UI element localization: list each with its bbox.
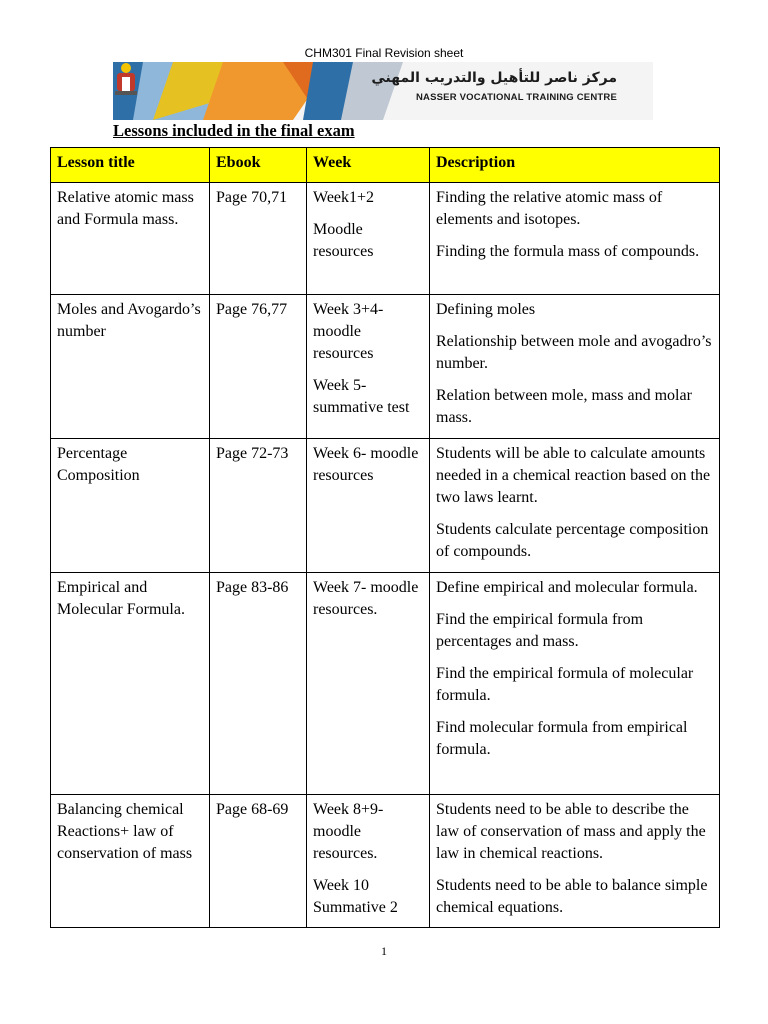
column-header-description: Description [430, 148, 720, 183]
description-entry: Define empirical and molecular formula. [436, 579, 698, 596]
lesson-title: Empirical and Molecular Formula. [57, 579, 185, 618]
lesson-title-cell [51, 573, 210, 795]
lesson-title-cell [51, 183, 210, 295]
week-cell [307, 439, 430, 573]
table-header-row [51, 148, 720, 183]
table-row [51, 439, 720, 573]
column-header-week: Week [307, 148, 430, 183]
lesson-title: Balancing chemical Reactions+ law of conservation of mass [57, 801, 193, 862]
section-title: Lessons included in the final exam [113, 121, 355, 140]
page-number: 1 [381, 944, 387, 958]
ebook-cell [210, 573, 307, 795]
week-entry: Week 5- summative test [313, 377, 410, 416]
week-cell [307, 183, 430, 295]
ebook-cell [210, 439, 307, 573]
lesson-title-cell [51, 295, 210, 439]
week-entry: Week 3+4- moodle resources [313, 301, 384, 362]
description-cell [430, 573, 720, 795]
column-header-lesson-title: Lesson title [51, 148, 210, 183]
lessons-table [50, 147, 720, 928]
description-entry: Students will be able to calculate amounts needed in a chemical reaction based on the two laws learnt. [436, 445, 711, 506]
ebook-pages: Page 72-73 [216, 445, 289, 462]
lesson-title: Moles and Avogardo’s number [57, 301, 201, 340]
week-cell [307, 295, 430, 439]
ebook-pages: Page 68-69 [216, 801, 289, 818]
ebook-cell [210, 183, 307, 295]
week-entry: Week 7- moodle resources. [313, 579, 419, 618]
week-entry: Week 10 Summative 2 [313, 877, 398, 916]
description-cell [430, 295, 720, 439]
logo-banner [113, 62, 653, 120]
ebook-pages: Page 83-86 [216, 579, 289, 596]
lesson-title: Relative atomic mass and Formula mass. [57, 189, 194, 228]
description-entry: Finding the relative atomic mass of elements and isotopes. [436, 189, 663, 228]
logo-arabic-text: مركز ناصر للتأهيل والتدريب المهني [371, 70, 617, 86]
table-row [51, 795, 720, 928]
logo-english-text: NASSER VOCATIONAL TRAINING CENTRE [415, 92, 617, 103]
week-cell [307, 573, 430, 795]
description-entry: Relation between mole, mass and molar mass. [436, 387, 692, 426]
lesson-title-cell [51, 795, 210, 928]
column-header-ebook: Ebook [210, 148, 307, 183]
description-entry: Finding the formula mass of compounds. [436, 243, 700, 260]
description-cell [430, 795, 720, 928]
week-entry: Week 6- moodle resources [313, 445, 419, 484]
table-row [51, 183, 720, 295]
ebook-pages: Page 76,77 [216, 301, 288, 318]
ebook-pages: Page 70,71 [216, 189, 288, 206]
week-entry: Week 8+9- moodle resources. [313, 801, 384, 862]
document-header: CHM301 Final Revision sheet [304, 46, 464, 60]
table-row [51, 295, 720, 439]
description-entry: Find the empirical formula of molecular formula. [436, 665, 694, 704]
lesson-title-cell [51, 439, 210, 573]
week-cell [307, 795, 430, 928]
description-entry: Find molecular formula from empirical formula. [436, 719, 688, 758]
lesson-title: Percentage Composition [57, 445, 140, 484]
ebook-cell [210, 795, 307, 928]
week-entry: Week1+2 [313, 189, 375, 206]
description-entry: Students calculate percentage composition of compounds. [436, 521, 709, 560]
table-row [51, 573, 720, 795]
ebook-cell [210, 295, 307, 439]
description-entry: Relationship between mole and avogadro’s number. [436, 333, 712, 372]
description-cell [430, 439, 720, 573]
nasser-emblem-icon [113, 62, 139, 96]
week-entry: Moodle resources [313, 221, 374, 260]
description-cell [430, 183, 720, 295]
description-entry: Find the empirical formula from percentages and mass. [436, 611, 644, 650]
description-entry: Students need to be able to balance simple chemical equations. [436, 877, 708, 916]
description-entry: Defining moles [436, 301, 536, 318]
description-entry: Students need to be able to describe the law of conservation of mass and apply the law in chemical reactions. [436, 801, 706, 862]
